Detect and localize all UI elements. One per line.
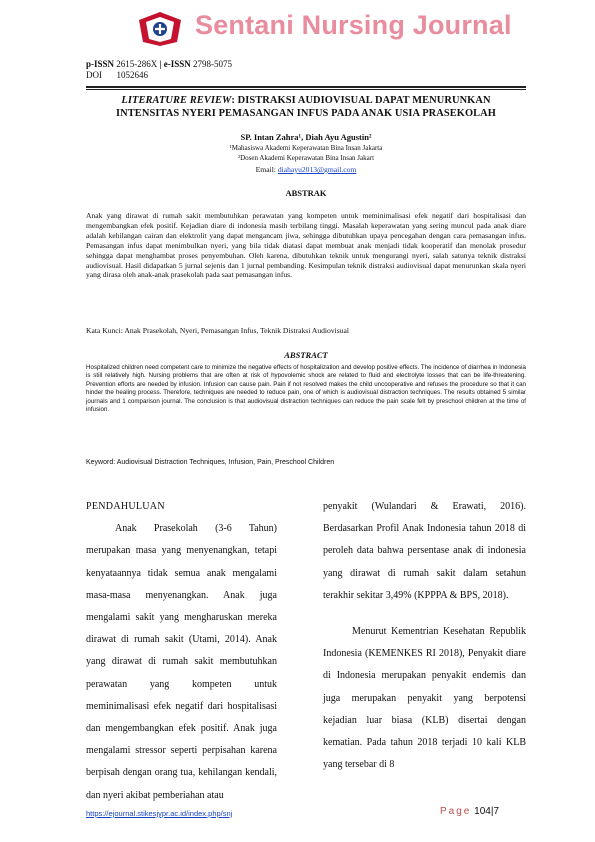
abstract-keywords [86, 459, 526, 466]
affiliation-2: ²Dosen Akademi Keperawatan Bina Insan Jakart [237, 154, 375, 162]
pissn-label: p-ISSN [86, 59, 115, 69]
doi-value: 1052646 [116, 70, 148, 80]
header-rule-top [86, 86, 526, 88]
abstract-body: Hospitalized children need competent care to minimize the negative effects of hospitalization and develop positive effects. The incidence of diarrhea in Indonesia is still relatively high. Nursing problems that are often at risk of hypovolemic shock are related to fluid and electrolyte losses that can be life-threatening. Prevention efforts are needed by infusion. Infusion can cause pain. Pain if not resolved makes the child uncooperative and refuses the procedure so that it can hinder the healing process. Therefore, techniques are needed to reduce pain, one of which is audiovisual distraction techniques. The results obtained 5 similar journals and 1 comparison journal. The conclusion is that audiovisual distraction techniques can reduce the pain scale felt by preschool children at the time of infusion. [86, 364, 526, 414]
issn-line [86, 59, 232, 70]
abstrak-body: Anak yang dirawat di rumah sakit membutuhkan perawatan yang kompeten untuk meminimalisasi efek negatif dari hospitalisasi dan mengembangkan efek positif. Kejadian diare di indonesia masih terbilang tinggi. Masalah keperawatan yang sering muncul pada anak diare adalah kehilangan cairan dan elektrolit yang dapat mengancam jiwa, sehingga dibutuhkan upaya pencegahan dengan cara pemasangan infus. Pemasangan infus dapat menimbulkan nyeri, yang bila tidak diatasi dapat membuat anak menjadi tidak kooperatif dan menolak prosedur sehingga dapat menghambat proses penyembuhan. Oleh karena, dibutuhkan teknik untuk mengurangi nyeri, salah satunya teknik distraksi audiovisual. Hasil didapatkan 5 jurnal sejenis dan 1 jurnal pembanding. Kesimpulan teknik distraksi audiovisual dapat menurunkan skala nyeri yang dirasa oleh anak-anak prasekolah pada saat pemasangan infus. [86, 211, 526, 280]
authors: SP. Intan Zahra¹, Diah Ayu Agustin² [240, 132, 372, 142]
journal-name: Sentani Nursing Journal [195, 10, 512, 40]
journal-logo-icon [137, 10, 183, 48]
abstract-keywords-label: Keyword [86, 459, 114, 466]
page-label: Page [440, 806, 472, 817]
right-paragraph-1: penyakit (Wulandari & Erawati, 2016). Berdasarkan Profil Anak Indonesia tahun 2018 di peroleh data bahwa persentase anak di indonesia yang dirawat di rumah sakit dalam setahun terakhir sekitar 3,49% (KPPPA & BPS, 2018). [323, 501, 526, 601]
email-line [86, 165, 526, 174]
abstrak-keywords [86, 326, 526, 335]
page-current: 104 [474, 806, 491, 817]
left-paragraph: Anak Prasekolah (3-6 Tahun) merupakan masa yang menyenangkan, tetapi kenyataannya tidak semua anak mengalami masa-masa menyenangkan. Anak juga mengalami sakit yang mengharuskan mereka dirawat di rumah sakit (Utami, 2014). Anak yang dirawat di rumah sakit membutuhkan perawatan yang kompeten untuk meminimalisasi efek negatif dari hospitalisasi dan mengembangkan efek positif. Anak juga mengalami stressor seperti perpisahan karena berpisah dengan orang tua, kehilangan kendali, dan nyeri akibat pemberiahan atau [86, 523, 277, 801]
abstrak-heading: ABSTRAK [285, 188, 327, 198]
doi-label: DOI [86, 70, 102, 80]
section-heading: PENDAHULUAN [86, 501, 165, 512]
eissn-label: e-ISSN [163, 59, 191, 69]
article-title [86, 95, 526, 120]
body-left-column [86, 496, 277, 807]
page-separator: | [490, 806, 494, 817]
body-right-column [323, 496, 526, 776]
email-link[interactable]: diahayu2013@gmail.com [277, 165, 357, 174]
footer-journal-url[interactable]: https://ejournal.stikesjypr.ac.id/index.php/snj [86, 809, 233, 818]
eissn-value: 2798-5075 [193, 59, 233, 69]
right-paragraph-2: Menurut Kementrian Kesehatan Republik Indonesia (KEMENKES RI 2018), Penyakit diare di Indonesia merupakan penyakit endemis dan juga merupakan penyakit yang berpotensi kejadian luar biasa (KLB) disertai dengan kematian. Pada tahun 2018 terjadi 10 kali KLB yang tersebar di 8 [323, 626, 526, 771]
issn-separator: | [159, 59, 162, 69]
abstract-keywords-value: : Audiovisual Distraction Techniques, Infusion, Pain, Preschool Children [113, 459, 335, 466]
page-total: 7 [493, 806, 499, 817]
abstract-heading: ABSTRACT [284, 350, 328, 360]
title-line2: INTENSITAS NYERI PEMASANGAN INFUS PADA ANAK USIA PRASEKOLAH [116, 107, 496, 119]
affiliation-1: ¹Mahasiswa Akademi Keperawatan Bina Insan Jakarta [229, 144, 383, 152]
abstrak-keywords-value: : Anak Prasekolah, Nyeri, Pemasangan Infus, Teknik Distraksi Audiovisual [120, 326, 349, 335]
page-number [440, 806, 499, 817]
title-line1: : DISTRAKSI AUDIOVISUAL DAPAT MENURUNKAN [231, 95, 491, 106]
title-italic: LITERATURE REVIEW [121, 95, 232, 106]
abstrak-keywords-label: Kata Kunci [86, 326, 121, 335]
email-label: Email: [255, 165, 278, 174]
pissn-value: 2615-286X [116, 59, 158, 69]
doi-line [86, 70, 148, 81]
header-rule-bottom [86, 89, 526, 90]
